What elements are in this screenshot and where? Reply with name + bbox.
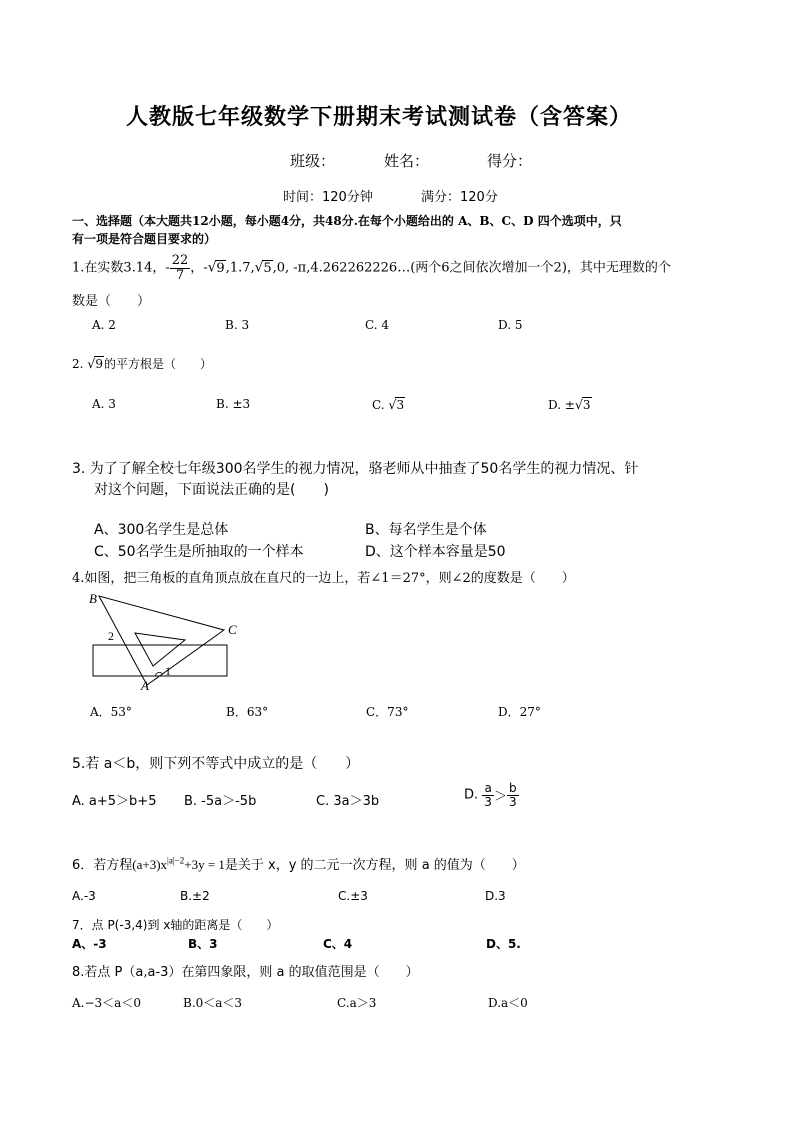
q6-option-c: C.±3 <box>338 889 368 903</box>
question-5: 5.若 a＜b，则下列不等式中成立的是（ ） <box>72 756 360 772</box>
section-heading-cont: 有一项是符合题目要求的） <box>72 232 217 246</box>
question-3: 3. 为了了解全校七年级300名学生的视力情况，骆老师从中抽查了50名学生的视力情况、针 <box>72 461 639 477</box>
question-7: 7．点 P(-3,4)到 x轴的距离是（ ） <box>72 918 279 932</box>
q2-option-b: B. ±3 <box>216 397 251 411</box>
q3-option-c: C、50名学生是所抽取的一个样本 <box>94 544 304 560</box>
q4-option-a: A．53° <box>90 705 132 719</box>
q4-option-d: D．27° <box>498 705 541 719</box>
q8-option-a: A.−3＜a＜0 <box>72 996 141 1010</box>
q3-option-a: A、300名学生是总体 <box>94 522 229 538</box>
page-title: 人教版七年级数学下册期末考试测试卷（含答案） <box>126 104 633 130</box>
q1-option-a: A. 2 <box>92 318 116 332</box>
q1-option-d: D. 5 <box>498 318 523 332</box>
label-2: 2 <box>108 629 114 643</box>
class-label: 班级： <box>290 152 336 170</box>
q5-option-c: C. 3a＞3b <box>316 794 380 809</box>
q7-option-b: B、3 <box>188 937 218 951</box>
question-1: 1.在实数3.14，- $\frac{22}{7}$ ，-√9,1.7,√5,0, -π,4.262262226…(两个6之间依次增加一个2)，其中无理数的个 <box>72 253 671 283</box>
q8-option-c: C.a＞3 <box>337 996 377 1010</box>
question-3-cont: 对这个问题，下面说法正确的是( ) <box>94 482 329 498</box>
question-8: 8.若点 P（a,a-3）在第四象限，则 a 的取值范围是（ ） <box>72 965 419 980</box>
q1-option-b: B. 3 <box>225 318 250 332</box>
q8-option-b: B.0＜a＜3 <box>183 996 243 1010</box>
section-heading: 一、选择题（本大题共12小题，每小题4分，共48分.在每个小题给出的 A、B、C、D 四个选项中，只 <box>72 214 622 228</box>
question-1-cont: 数是（ ） <box>72 294 151 309</box>
q3-option-b: B、每名学生是个体 <box>365 522 487 538</box>
name-label: 姓名： <box>384 152 430 170</box>
q5-option-a: A. a+5＞b+5 <box>72 794 157 809</box>
q6-option-a: A.-3 <box>72 889 96 903</box>
label-b: B <box>89 591 97 606</box>
q5-option-b: B. -5a＞-5b <box>184 794 257 809</box>
q7-option-d: D、5. <box>486 937 521 951</box>
label-c: C <box>228 622 237 637</box>
q2-option-d: D. ±√3 <box>548 397 591 412</box>
triangle-inner <box>135 633 185 666</box>
q7-option-c: C、4 <box>323 937 353 951</box>
q3-option-d: D、这个样本容量是50 <box>365 544 506 560</box>
q2-option-c: C. √3 <box>372 397 405 412</box>
q7-option-a: A、-3 <box>72 937 107 951</box>
label-1: 1 <box>165 664 171 678</box>
full-score-label: 满分：120分 <box>421 190 498 205</box>
q6-option-b: B.±2 <box>180 889 210 903</box>
score-label: 得分： <box>487 152 533 170</box>
question-6: 6．若方程$(a+3)x^{|a|-2}+3y = 1$是关于 x，y 的二元一次方程，则 a 的值为（ ） <box>72 855 525 873</box>
q5-option-d: D. $\frac{a}{3}$ ＞ $\frac{b}{3}$ <box>464 781 517 809</box>
question-2: 2. √9的平方根是（ ） <box>72 356 212 371</box>
q4-option-c: C．73° <box>366 705 409 719</box>
time-label: 时间：120分钟 <box>283 190 373 205</box>
q1-option-c: C. 4 <box>365 318 390 332</box>
q6-option-d: D.3 <box>485 889 506 903</box>
q2-option-a: A. 3 <box>92 397 116 411</box>
q4-option-b: B．63° <box>226 705 269 719</box>
label-a: A <box>141 678 149 693</box>
triangle-ruler-figure <box>85 588 255 698</box>
triangle-outer <box>99 596 224 685</box>
question-4: 4.如图，把三角板的直角顶点放在直尺的一边上，若∠1＝27°，则∠2的度数是（ ） <box>72 571 575 586</box>
q8-option-d: D.a＜0 <box>488 996 528 1010</box>
fraction: $\frac{22}{7}$ <box>171 253 189 283</box>
